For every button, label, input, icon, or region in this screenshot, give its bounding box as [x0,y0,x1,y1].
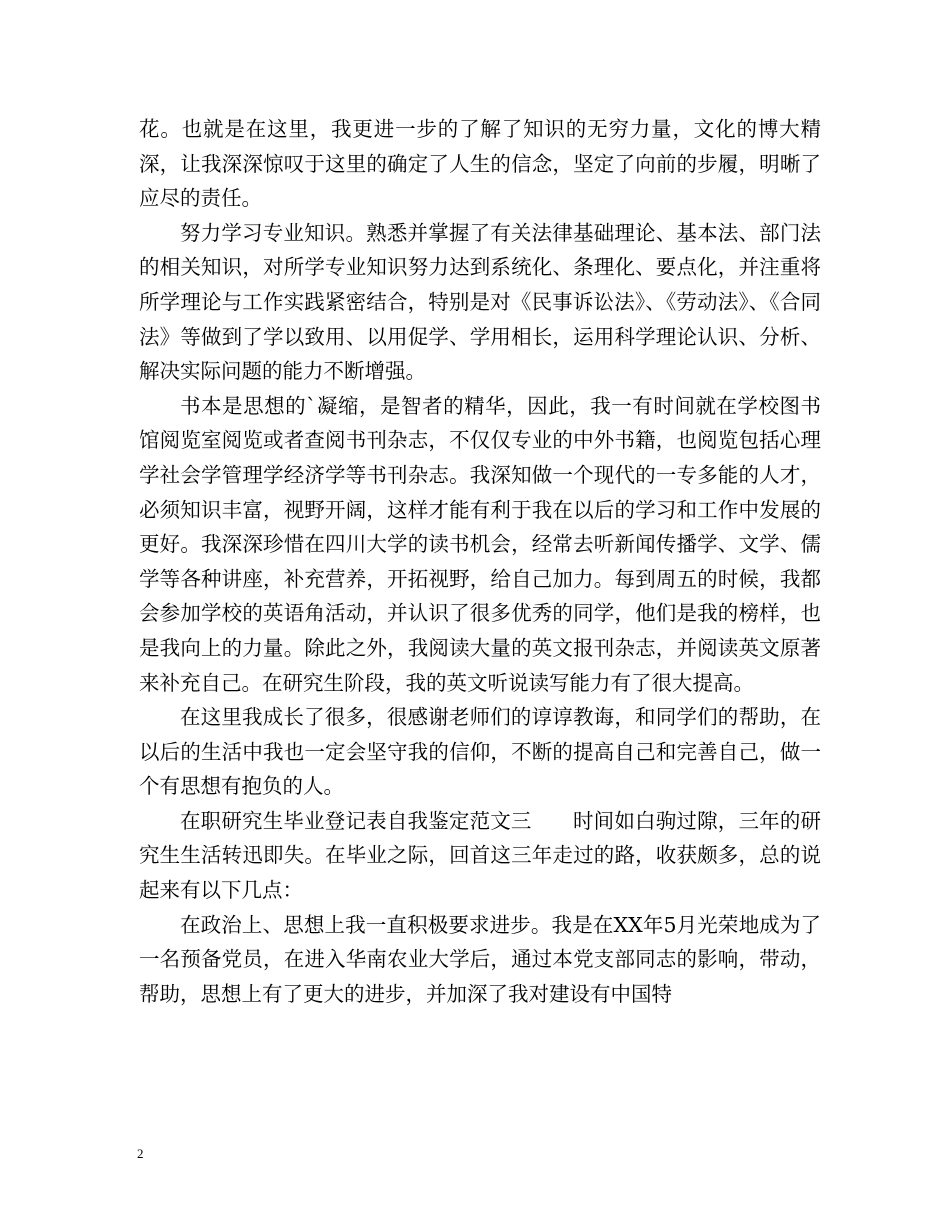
paragraph-6: 在政治上、思想上我一直积极要求进步。我是在XX年5月光荣地成为了一名预备党员，在进入华南农业大学后，通过本党支部同志的影响，带动，帮助，思想上有了更大的进步，并加深了我对建设有中国特 [139,912,821,1006]
paragraph-1: 花。也就是在这里，我更进一步的了解了知识的无穷力量，文化的博大精深，让我深深惊叹于这里的确定了人生的信念，坚定了向前的步履，明晰了应尽的责任。 [139,117,821,211]
paragraph-3: 书本是思想的`凝缩，是智者的精华，因此，我一有时间就在学校图书馆阅览室阅览或者查阅书刊杂志，不仅仅专业的中外书籍，也阅览包括心理学社会学管理学经济学等书刊杂志。我深知做一个现代的一专多能的人才，必须知识丰富，视野开阔，这样才能有利于我在以后的学习和工作中发展的更好。我深深珍惜在四川大学的读书机会，经常去听新闻传播学、文学、儒学等各种讲座，补充营养，开拓视野，给自己加力。每到周五的时候，我都会参加学校的英语角活动，并认识了很多优秀的同学，他们是我的榜样，也是我向上的力量。除此之外，我阅读大量的英文报刊杂志，并阅读英文原著来补充自己。在研究生阶段，我的英文听说读写能力有了很大提高。 [139,393,821,695]
paragraph-4: 在这里我成长了很多，很感谢老师们的谆谆教诲，和同学们的帮助，在以后的生活中我也一定会坚守我的信仰，不断的提高自己和完善自己，做一个有思想有抱负的人。 [139,705,821,799]
body-text [139,112,821,1011]
paragraph-5: 在职研究生毕业登记表自我鉴定范文三 时间如白驹过隙，三年的研究生生活转迅即失。在毕业之际，回首这三年走过的路，收获颇多，总的说起来有以下几点： [139,808,821,903]
page-number: 2 [137,1146,144,1161]
paragraph-2: 努力学习专业知识。熟悉并掌握了有关法律基础理论、基本法、部门法的相关知识，对所学专业知识努力达到系统化、条理化、要点化，并注重将所学理论与工作实践紧密结合，特别是对《民事诉讼法》、《劳动法》、《合同法》等做到了学以致用、以用促学、学用相长，运用科学理论认识、分析、解决实际问题的能力不断增强。 [139,220,821,384]
